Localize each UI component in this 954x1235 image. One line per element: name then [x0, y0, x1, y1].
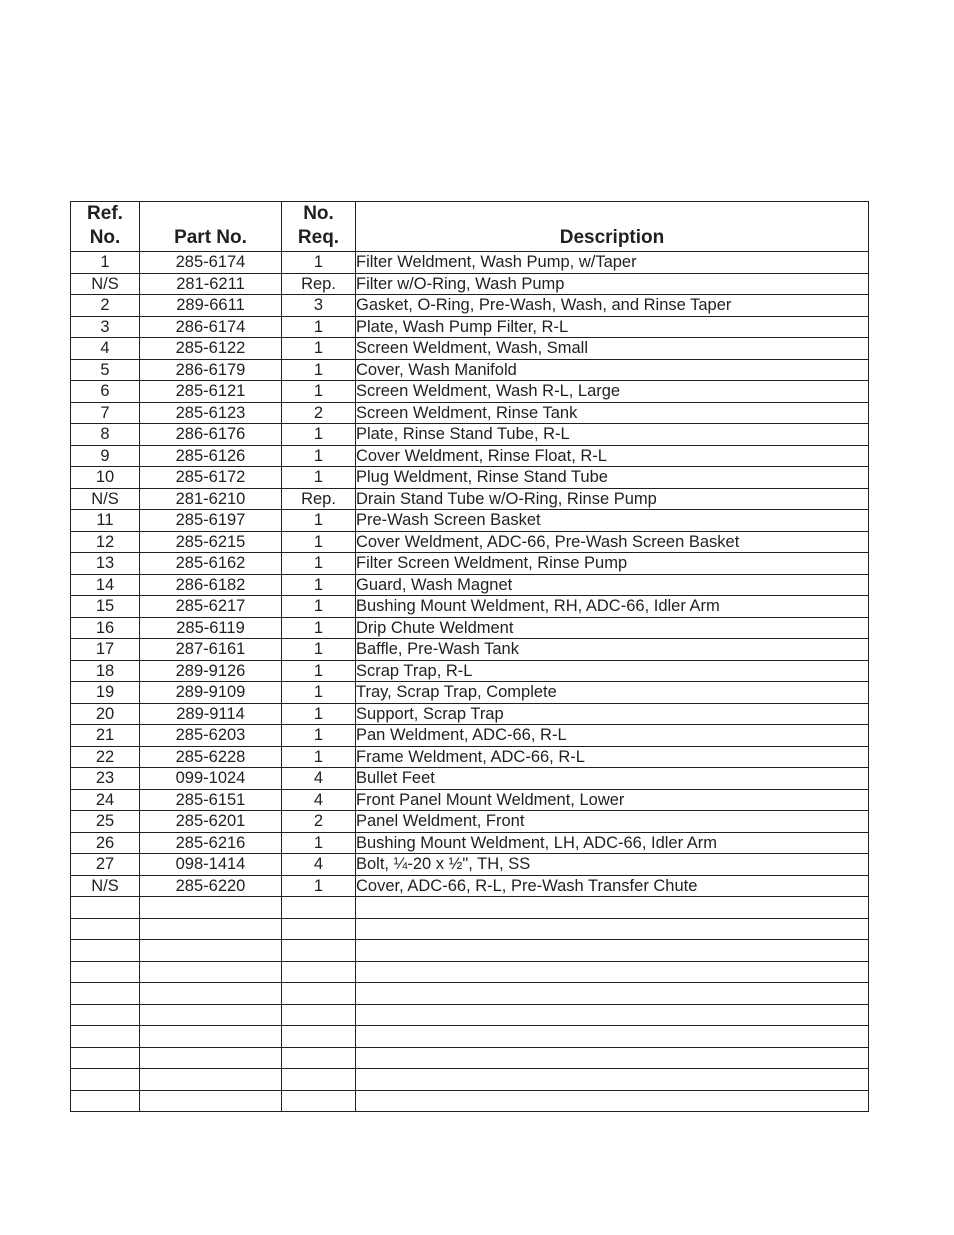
description-cell: Pan Weldment, ADC-66, R-L: [356, 725, 869, 747]
req-cell: Rep.: [282, 488, 356, 510]
table-row: [71, 359, 869, 381]
part-no-cell: 289-6611: [140, 295, 282, 317]
req-cell: 1: [282, 746, 356, 768]
description-cell: [356, 961, 869, 983]
table-row: [71, 789, 869, 811]
part-no-cell: 289-9126: [140, 660, 282, 682]
req-cell: 1: [282, 316, 356, 338]
req-cell: 1: [282, 875, 356, 897]
ref-cell: 22: [71, 746, 140, 768]
part-no-cell: [140, 961, 282, 983]
description-cell: [356, 940, 869, 962]
description-cell: Drain Stand Tube w/O-Ring, Rinse Pump: [356, 488, 869, 510]
part-no-cell: [140, 983, 282, 1005]
table-row: [71, 510, 869, 532]
description-cell: Panel Weldment, Front: [356, 811, 869, 833]
table-row: [71, 746, 869, 768]
part-no-cell: 289-9114: [140, 703, 282, 725]
header-req-line1: No.: [303, 203, 334, 224]
req-cell: 1: [282, 424, 356, 446]
description-cell: [356, 1026, 869, 1048]
ref-cell: 2: [71, 295, 140, 317]
description-cell: Baffle, Pre-Wash Tank: [356, 639, 869, 661]
ref-cell: [71, 961, 140, 983]
ref-cell: 21: [71, 725, 140, 747]
table-row: [71, 918, 869, 940]
ref-cell: [71, 1047, 140, 1069]
description-cell: Plate, Wash Pump Filter, R-L: [356, 316, 869, 338]
description-cell: Pre-Wash Screen Basket: [356, 510, 869, 532]
ref-cell: 15: [71, 596, 140, 618]
description-cell: Filter Weldment, Wash Pump, w/Taper: [356, 252, 869, 274]
req-cell: 1: [282, 381, 356, 403]
req-cell: 2: [282, 811, 356, 833]
description-cell: Plug Weldment, Rinse Stand Tube: [356, 467, 869, 489]
req-cell: 1: [282, 467, 356, 489]
part-no-cell: 098-1414: [140, 854, 282, 876]
part-no-cell: 285-6174: [140, 252, 282, 274]
req-cell: [282, 897, 356, 919]
req-cell: 1: [282, 359, 356, 381]
part-no-cell: 285-6217: [140, 596, 282, 618]
req-cell: [282, 1026, 356, 1048]
part-no-cell: 285-6151: [140, 789, 282, 811]
description-cell: Drip Chute Weldment: [356, 617, 869, 639]
part-no-cell: 285-6201: [140, 811, 282, 833]
part-no-cell: [140, 1004, 282, 1026]
ref-cell: N/S: [71, 273, 140, 295]
table-row: [71, 338, 869, 360]
header-row: [71, 202, 869, 252]
part-no-cell: 285-6228: [140, 746, 282, 768]
ref-cell: [71, 1069, 140, 1091]
table-row: [71, 531, 869, 553]
table-row: [71, 273, 869, 295]
ref-cell: 6: [71, 381, 140, 403]
description-cell: Bushing Mount Weldment, LH, ADC-66, Idler Arm: [356, 832, 869, 854]
description-cell: Cover Weldment, Rinse Float, R-L: [356, 445, 869, 467]
header-req-line2: Req.: [297, 227, 340, 248]
table-row: [71, 252, 869, 274]
ref-cell: 20: [71, 703, 140, 725]
ref-cell: 13: [71, 553, 140, 575]
req-cell: 2: [282, 402, 356, 424]
req-cell: 4: [282, 768, 356, 790]
req-cell: 1: [282, 596, 356, 618]
description-cell: Screen Weldment, Wash R-L, Large: [356, 381, 869, 403]
ref-cell: 10: [71, 467, 140, 489]
req-cell: [282, 961, 356, 983]
req-cell: [282, 940, 356, 962]
ref-cell: 7: [71, 402, 140, 424]
ref-cell: 16: [71, 617, 140, 639]
part-no-cell: 281-6211: [140, 273, 282, 295]
part-no-cell: [140, 897, 282, 919]
part-no-cell: [140, 1090, 282, 1112]
ref-cell: 5: [71, 359, 140, 381]
table-row: [71, 1026, 869, 1048]
part-no-cell: 286-6176: [140, 424, 282, 446]
part-no-cell: 287-6161: [140, 639, 282, 661]
description-cell: [356, 983, 869, 1005]
part-no-cell: 285-6215: [140, 531, 282, 553]
req-cell: 4: [282, 789, 356, 811]
table-row: [71, 703, 869, 725]
description-cell: Screen Weldment, Wash, Small: [356, 338, 869, 360]
ref-cell: N/S: [71, 488, 140, 510]
table-row: [71, 574, 869, 596]
table-row: [71, 316, 869, 338]
table-row: [71, 897, 869, 919]
ref-cell: 25: [71, 811, 140, 833]
ref-cell: N/S: [71, 875, 140, 897]
part-no-cell: [140, 1069, 282, 1091]
req-cell: 1: [282, 510, 356, 532]
part-no-cell: [140, 918, 282, 940]
table-row: [71, 295, 869, 317]
ref-cell: 8: [71, 424, 140, 446]
description-cell: Tray, Scrap Trap, Complete: [356, 682, 869, 704]
ref-cell: 19: [71, 682, 140, 704]
ref-cell: [71, 1004, 140, 1026]
ref-cell: [71, 918, 140, 940]
table-row: [71, 875, 869, 897]
part-no-cell: 286-6174: [140, 316, 282, 338]
description-cell: [356, 918, 869, 940]
description-cell: [356, 1004, 869, 1026]
header-no-req: [282, 202, 356, 252]
req-cell: [282, 1069, 356, 1091]
ref-cell: [71, 940, 140, 962]
table-row: [71, 553, 869, 575]
ref-cell: [71, 983, 140, 1005]
ref-cell: 24: [71, 789, 140, 811]
part-no-cell: 285-6121: [140, 381, 282, 403]
ref-cell: 17: [71, 639, 140, 661]
req-cell: 1: [282, 531, 356, 553]
req-cell: 1: [282, 574, 356, 596]
description-cell: Guard, Wash Magnet: [356, 574, 869, 596]
table-row: [71, 402, 869, 424]
table-row: [71, 811, 869, 833]
part-no-cell: 285-6122: [140, 338, 282, 360]
header-ref-line2: No.: [89, 227, 121, 248]
ref-cell: 27: [71, 854, 140, 876]
description-cell: Scrap Trap, R-L: [356, 660, 869, 682]
description-cell: Gasket, O-Ring, Pre-Wash, Wash, and Rinse Taper: [356, 295, 869, 317]
description-cell: [356, 1069, 869, 1091]
header-ref-line1: Ref.: [87, 203, 123, 224]
ref-cell: 18: [71, 660, 140, 682]
part-no-cell: 285-6162: [140, 553, 282, 575]
req-cell: 1: [282, 832, 356, 854]
table-row: [71, 381, 869, 403]
table-row: [71, 488, 869, 510]
ref-cell: [71, 1026, 140, 1048]
parts-table: [70, 201, 869, 1112]
table-row: [71, 617, 869, 639]
part-no-cell: 285-6123: [140, 402, 282, 424]
req-cell: 3: [282, 295, 356, 317]
table-row: [71, 1047, 869, 1069]
description-cell: Bullet Feet: [356, 768, 869, 790]
table-row: [71, 725, 869, 747]
req-cell: [282, 918, 356, 940]
req-cell: 1: [282, 639, 356, 661]
description-cell: [356, 1047, 869, 1069]
part-no-cell: [140, 1026, 282, 1048]
part-no-cell: 099-1024: [140, 768, 282, 790]
part-no-cell: 285-6126: [140, 445, 282, 467]
part-no-cell: 286-6179: [140, 359, 282, 381]
req-cell: 4: [282, 854, 356, 876]
ref-cell: 1: [71, 252, 140, 274]
ref-cell: 4: [71, 338, 140, 360]
req-cell: 1: [282, 445, 356, 467]
table-row: [71, 1004, 869, 1026]
table-row: [71, 639, 869, 661]
part-no-cell: 285-6119: [140, 617, 282, 639]
req-cell: [282, 1047, 356, 1069]
description-cell: Cover, Wash Manifold: [356, 359, 869, 381]
description-cell: Cover, ADC-66, R-L, Pre-Wash Transfer Chute: [356, 875, 869, 897]
req-cell: [282, 1090, 356, 1112]
req-cell: 1: [282, 682, 356, 704]
table-row: [71, 983, 869, 1005]
part-no-cell: [140, 940, 282, 962]
req-cell: 1: [282, 725, 356, 747]
req-cell: [282, 983, 356, 1005]
req-cell: 1: [282, 617, 356, 639]
ref-cell: 23: [71, 768, 140, 790]
table-row: [71, 682, 869, 704]
description-cell: Frame Weldment, ADC-66, R-L: [356, 746, 869, 768]
description-cell: Plate, Rinse Stand Tube, R-L: [356, 424, 869, 446]
ref-cell: 11: [71, 510, 140, 532]
part-no-cell: 285-6203: [140, 725, 282, 747]
part-no-cell: 286-6182: [140, 574, 282, 596]
part-no-cell: [140, 1047, 282, 1069]
table-row: [71, 467, 869, 489]
table-row: [71, 1069, 869, 1091]
req-cell: 1: [282, 338, 356, 360]
ref-cell: [71, 897, 140, 919]
ref-cell: 9: [71, 445, 140, 467]
description-cell: Filter Screen Weldment, Rinse Pump: [356, 553, 869, 575]
description-cell: Support, Scrap Trap: [356, 703, 869, 725]
table-header: [71, 202, 869, 252]
table-row: [71, 854, 869, 876]
ref-cell: [71, 1090, 140, 1112]
ref-cell: 3: [71, 316, 140, 338]
table-row: [71, 596, 869, 618]
description-cell: Cover Weldment, ADC-66, Pre-Wash Screen Basket: [356, 531, 869, 553]
req-cell: 1: [282, 660, 356, 682]
description-cell: Front Panel Mount Weldment, Lower: [356, 789, 869, 811]
description-cell: [356, 897, 869, 919]
req-cell: Rep.: [282, 273, 356, 295]
table-row: [71, 660, 869, 682]
table-row: [71, 940, 869, 962]
table-row: [71, 768, 869, 790]
req-cell: [282, 1004, 356, 1026]
part-no-cell: 281-6210: [140, 488, 282, 510]
req-cell: 1: [282, 703, 356, 725]
part-no-cell: 289-9109: [140, 682, 282, 704]
table-row: [71, 1090, 869, 1112]
description-cell: Screen Weldment, Rinse Tank: [356, 402, 869, 424]
table-row: [71, 961, 869, 983]
description-cell: Bushing Mount Weldment, RH, ADC-66, Idler Arm: [356, 596, 869, 618]
description-cell: [356, 1090, 869, 1112]
req-cell: 1: [282, 553, 356, 575]
header-ref-no: [71, 202, 140, 252]
table-row: [71, 445, 869, 467]
header-description: Description: [356, 202, 869, 252]
table-body: [71, 252, 869, 1112]
description-cell: Filter w/O-Ring, Wash Pump: [356, 273, 869, 295]
part-no-cell: 285-6220: [140, 875, 282, 897]
part-no-cell: 285-6216: [140, 832, 282, 854]
description-cell: Bolt, ¼-20 x ½", TH, SS: [356, 854, 869, 876]
ref-cell: 26: [71, 832, 140, 854]
table-row: [71, 832, 869, 854]
part-no-cell: 285-6172: [140, 467, 282, 489]
ref-cell: 14: [71, 574, 140, 596]
req-cell: 1: [282, 252, 356, 274]
part-no-cell: 285-6197: [140, 510, 282, 532]
header-part-no: Part No.: [140, 202, 282, 252]
table-row: [71, 424, 869, 446]
ref-cell: 12: [71, 531, 140, 553]
